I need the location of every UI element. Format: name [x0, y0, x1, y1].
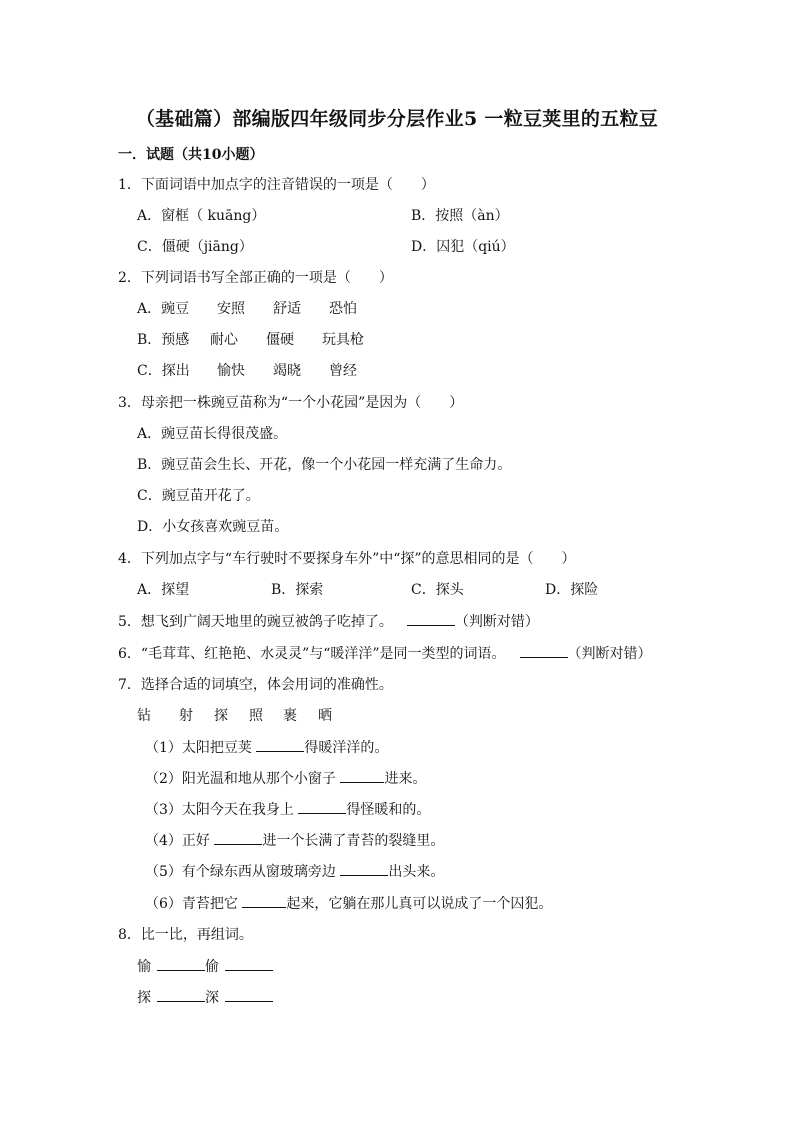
question-3-stem: 3．母亲把一株豌豆苗称为“一个小花园”是因为（ ）: [118, 395, 464, 411]
question-2-option-c: [137, 362, 357, 380]
question-7-item-2: [145, 769, 426, 788]
answer-blank[interactable]: [256, 738, 304, 752]
answer-blank[interactable]: [340, 769, 384, 783]
question-4-option-a: A．探望: [137, 582, 190, 598]
item-suffix: 得暖洋洋的。: [304, 740, 389, 756]
answer-blank[interactable]: [520, 644, 568, 658]
option-word: 耐心: [210, 332, 238, 348]
question-1-stem: 1．下面词语中加点字的注音错误的一项是（ ）: [118, 177, 435, 193]
option-word: 恐怕: [329, 301, 357, 317]
option-word: 玩具枪: [322, 332, 364, 348]
word-bank-item: 射: [179, 708, 193, 724]
word-bank-item: 钻: [137, 708, 151, 724]
option-word: A．豌豆: [137, 301, 190, 317]
question-7-stem: 7．选择合适的词填空，体会用词的准确性。: [118, 677, 393, 693]
option-word: C．探出: [137, 363, 190, 379]
item-suffix: 得怪暖和的。: [346, 802, 431, 818]
section-heading: 一．试题（共10小题）: [118, 147, 264, 163]
word-bank-item: 晒: [318, 708, 332, 724]
item-prefix: （2）阳光温和地从那个小窗子: [145, 771, 341, 787]
question-8-stem: 8．比一比，再组词。: [118, 927, 253, 943]
item-prefix: （6）青苔把它: [145, 896, 243, 912]
question-4-option-b: B．探索: [271, 582, 324, 598]
answer-blank[interactable]: [214, 831, 262, 845]
question-5-tail: （判断对错）: [454, 614, 539, 630]
question-5: [118, 612, 539, 631]
answer-blank[interactable]: [298, 800, 346, 814]
answer-blank[interactable]: [157, 988, 205, 1002]
option-word: B．预感: [137, 332, 190, 348]
item-prefix: （4）正好: [145, 833, 215, 849]
word-bank: [137, 707, 332, 725]
item-suffix: 进一个长满了青苔的裂缝里。: [262, 833, 445, 849]
item-suffix: 进来。: [384, 771, 427, 787]
compare-char: 愉: [137, 959, 151, 975]
question-2-option-b: [137, 331, 364, 349]
option-word: 曾经: [329, 363, 357, 379]
question-1-option-d: D．囚犯（qiú）: [411, 239, 515, 255]
option-word: 舒适: [273, 301, 301, 317]
question-1-option-c: C．僵硬（jiāng）: [137, 239, 253, 255]
option-word: 竭晓: [273, 363, 301, 379]
answer-blank[interactable]: [340, 862, 388, 876]
compare-char: 偷: [205, 959, 219, 975]
option-word: 安照: [217, 301, 245, 317]
word-bank-item: 裹: [283, 708, 297, 724]
option-word: 愉快: [217, 363, 245, 379]
question-7-item-1: [145, 738, 388, 757]
compare-char: 探: [137, 990, 151, 1006]
word-bank-item: 探: [214, 708, 228, 724]
question-7-item-4: [145, 831, 444, 850]
question-2-option-a: [137, 300, 357, 318]
option-word: 僵硬: [266, 332, 294, 348]
question-1-option-a: A．窗框（ kuāng）: [137, 208, 266, 224]
answer-blank[interactable]: [242, 894, 286, 908]
question-5-stem: 5．想飞到广阔天地里的豌豆被鸽子吃掉了。: [118, 614, 393, 630]
question-2-stem: 2．下列词语书写全部正确的一项是（ ）: [118, 270, 393, 286]
item-suffix: 出头来。: [388, 864, 445, 880]
question-7-item-6: [145, 894, 552, 913]
item-prefix: （1）太阳把豆荚: [145, 740, 257, 756]
item-suffix: 起来，它躺在那儿真可以说成了一个囚犯。: [286, 896, 553, 912]
answer-blank[interactable]: [225, 988, 273, 1002]
question-7-item-5: [145, 862, 444, 881]
question-1-option-b: B．按照（àn）: [411, 208, 509, 224]
question-8-row-1: [137, 957, 273, 976]
word-bank-item: 照: [249, 708, 263, 724]
answer-blank[interactable]: [225, 957, 273, 971]
question-3-option-b: B．豌豆苗会生长、开花，像一个小花园一样充满了生命力。: [137, 457, 512, 473]
question-6-stem: 6．“毛茸茸、红艳艳、水灵灵”与“暖洋洋”是同一类型的词语。: [118, 646, 506, 662]
question-3-option-c: C．豌豆苗开花了。: [137, 488, 260, 504]
question-6: [118, 644, 652, 663]
compare-char: 深: [205, 990, 219, 1006]
item-prefix: （3）太阳今天在我身上: [145, 802, 299, 818]
item-prefix: （5）有个绿东西从窗玻璃旁边: [145, 864, 341, 880]
answer-blank[interactable]: [157, 957, 205, 971]
question-4-option-d: D．探险: [545, 582, 599, 598]
answer-blank[interactable]: [407, 612, 455, 626]
question-8-row-2: [137, 988, 273, 1007]
question-4-option-c: C．探头: [411, 582, 464, 598]
question-3-option-d: D．小女孩喜欢豌豆苗。: [137, 519, 289, 535]
question-6-tail: （判断对错）: [567, 646, 652, 662]
question-3-option-a: A．豌豆苗长得很茂盛。: [137, 426, 288, 442]
question-7-item-3: [145, 800, 430, 819]
question-4-stem: 4．下列加点字与“车行驶时不要探身车外”中“探”的意思相同的是（ ）: [118, 551, 576, 567]
page-title: （基础篇）部编版四年级同步分层作业5 一粒豆荚里的五粒豆: [135, 108, 659, 130]
